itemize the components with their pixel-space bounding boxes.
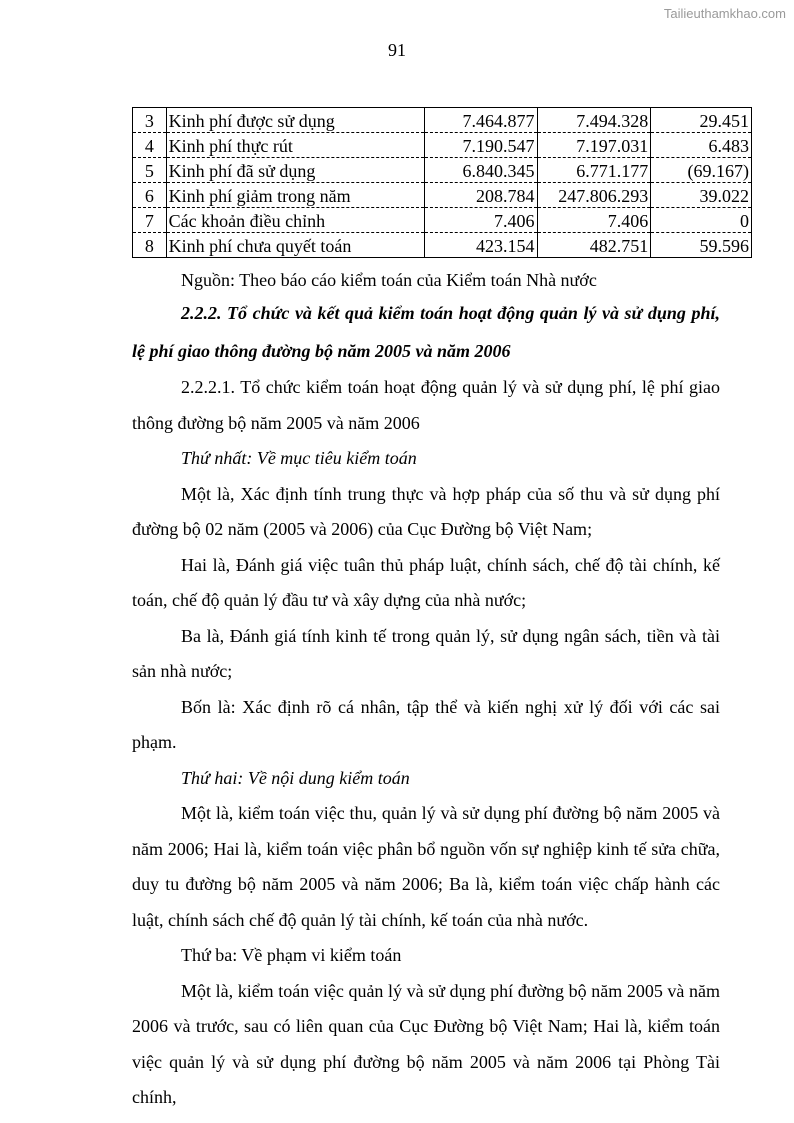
row-number: 4 (133, 133, 167, 158)
paragraph: Ba là, Đánh giá tính kinh tế trong quản lý, sử dụng ngân sách, tiền và tài sản nhà nước; (132, 625, 720, 681)
value-2005: 208.784 (424, 183, 537, 208)
row-number: 5 (133, 158, 167, 183)
row-number: 8 (133, 233, 167, 258)
value-2006: 7.406 (537, 208, 651, 233)
row-label: Kinh phí chưa quyết toán (166, 233, 424, 258)
paragraph: Một là, kiểm toán việc thu, quản lý và sử dụng phí đường bộ năm 2005 và năm 2006; Hai là, kiểm toán việc phân bổ nguồn vốn sự nghiệp kinh tế sửa chữa, duy tu đường bộ năm 2005 và năm 2006; Ba là, kiểm toán việc chấp hành các luật, chính sách chế độ quản lý tài chính, kế toán của nhà nước. (132, 803, 720, 930)
scope-title: Thứ ba: Về phạm vi kiểm toán (181, 945, 402, 965)
table-row (133, 133, 752, 158)
value-2006: 482.751 (537, 233, 651, 258)
value-difference: 6.483 (651, 133, 752, 158)
table-row (133, 233, 752, 258)
value-difference: (69.167) (651, 158, 752, 183)
paragraph: Một là, kiểm toán việc quản lý và sử dụng phí đường bộ năm 2005 và năm 2006 và trước, sau có liên quan của Cục Đường bộ Việt Nam; Hai là, kiểm toán việc quản lý và sử dụng phí đường bộ năm 2005 và năm 2006 tại Phòng Tài chính, (132, 980, 720, 1107)
value-difference: 0 (651, 208, 752, 233)
row-label: Kinh phí được sử dụng (166, 108, 424, 133)
value-2005: 7.464.877 (424, 108, 537, 133)
table-row (133, 183, 752, 208)
row-number: 3 (133, 108, 167, 133)
row-label: Kinh phí thực rút (166, 133, 424, 158)
watermark: Tailieuthamkhao.com (663, 6, 786, 21)
body-text (132, 266, 720, 1116)
table-row (133, 208, 752, 233)
paragraph: Một là, Xác định tính trung thực và hợp pháp của số thu và sử dụng phí đường bộ 02 năm (2005 và 2006) của Cục Đường bộ Việt Nam; (132, 483, 720, 539)
paragraph: Bốn là: Xác định rõ cá nhân, tập thể và kiến nghị xử lý đối với các sai phạm. (132, 696, 720, 752)
row-label: Kinh phí giảm trong năm (166, 183, 424, 208)
value-difference: 59.596 (651, 233, 752, 258)
value-2005: 7.406 (424, 208, 537, 233)
data-table (132, 107, 752, 258)
subsection-heading: 2.2.2.1. Tổ chức kiểm toán hoạt động quản lý và sử dụng phí, lệ phí giao thông đường bộ năm 2005 và năm 2006 (132, 377, 720, 433)
value-difference: 39.022 (651, 183, 752, 208)
value-2006: 7.197.031 (537, 133, 651, 158)
paragraph: Hai là, Đánh giá việc tuân thủ pháp luật, chính sách, chế độ tài chính, kế toán, chế độ quản lý đầu tư và xây dựng của nhà nước; (132, 554, 720, 610)
content-title: Thứ hai: Về nội dung kiểm toán (181, 767, 410, 788)
table-row (133, 108, 752, 133)
value-difference: 29.451 (651, 108, 752, 133)
value-2006: 7.494.328 (537, 108, 651, 133)
table-row (133, 158, 752, 183)
value-2006: 247.806.293 (537, 183, 651, 208)
row-number: 6 (133, 183, 167, 208)
value-2005: 7.190.547 (424, 133, 537, 158)
table-source-note: Nguồn: Theo báo cáo kiểm toán của Kiểm toán Nhà nước (181, 270, 597, 290)
section-heading: 2.2.2. Tổ chức và kết quả kiểm toán hoạt động quản lý và sử dụng phí, lệ phí giao thông đường bộ năm 2005 và năm 2006 (132, 303, 720, 361)
row-number: 7 (133, 208, 167, 233)
value-2005: 423.154 (424, 233, 537, 258)
value-2006: 6.771.177 (537, 158, 651, 183)
objectives-title: Thứ nhất: Về mục tiêu kiểm toán (181, 448, 417, 468)
value-2005: 6.840.345 (424, 158, 537, 183)
row-label: Kinh phí đã sử dụng (166, 158, 424, 183)
row-label: Các khoản điều chỉnh (166, 208, 424, 233)
page-number: 91 (388, 40, 406, 60)
